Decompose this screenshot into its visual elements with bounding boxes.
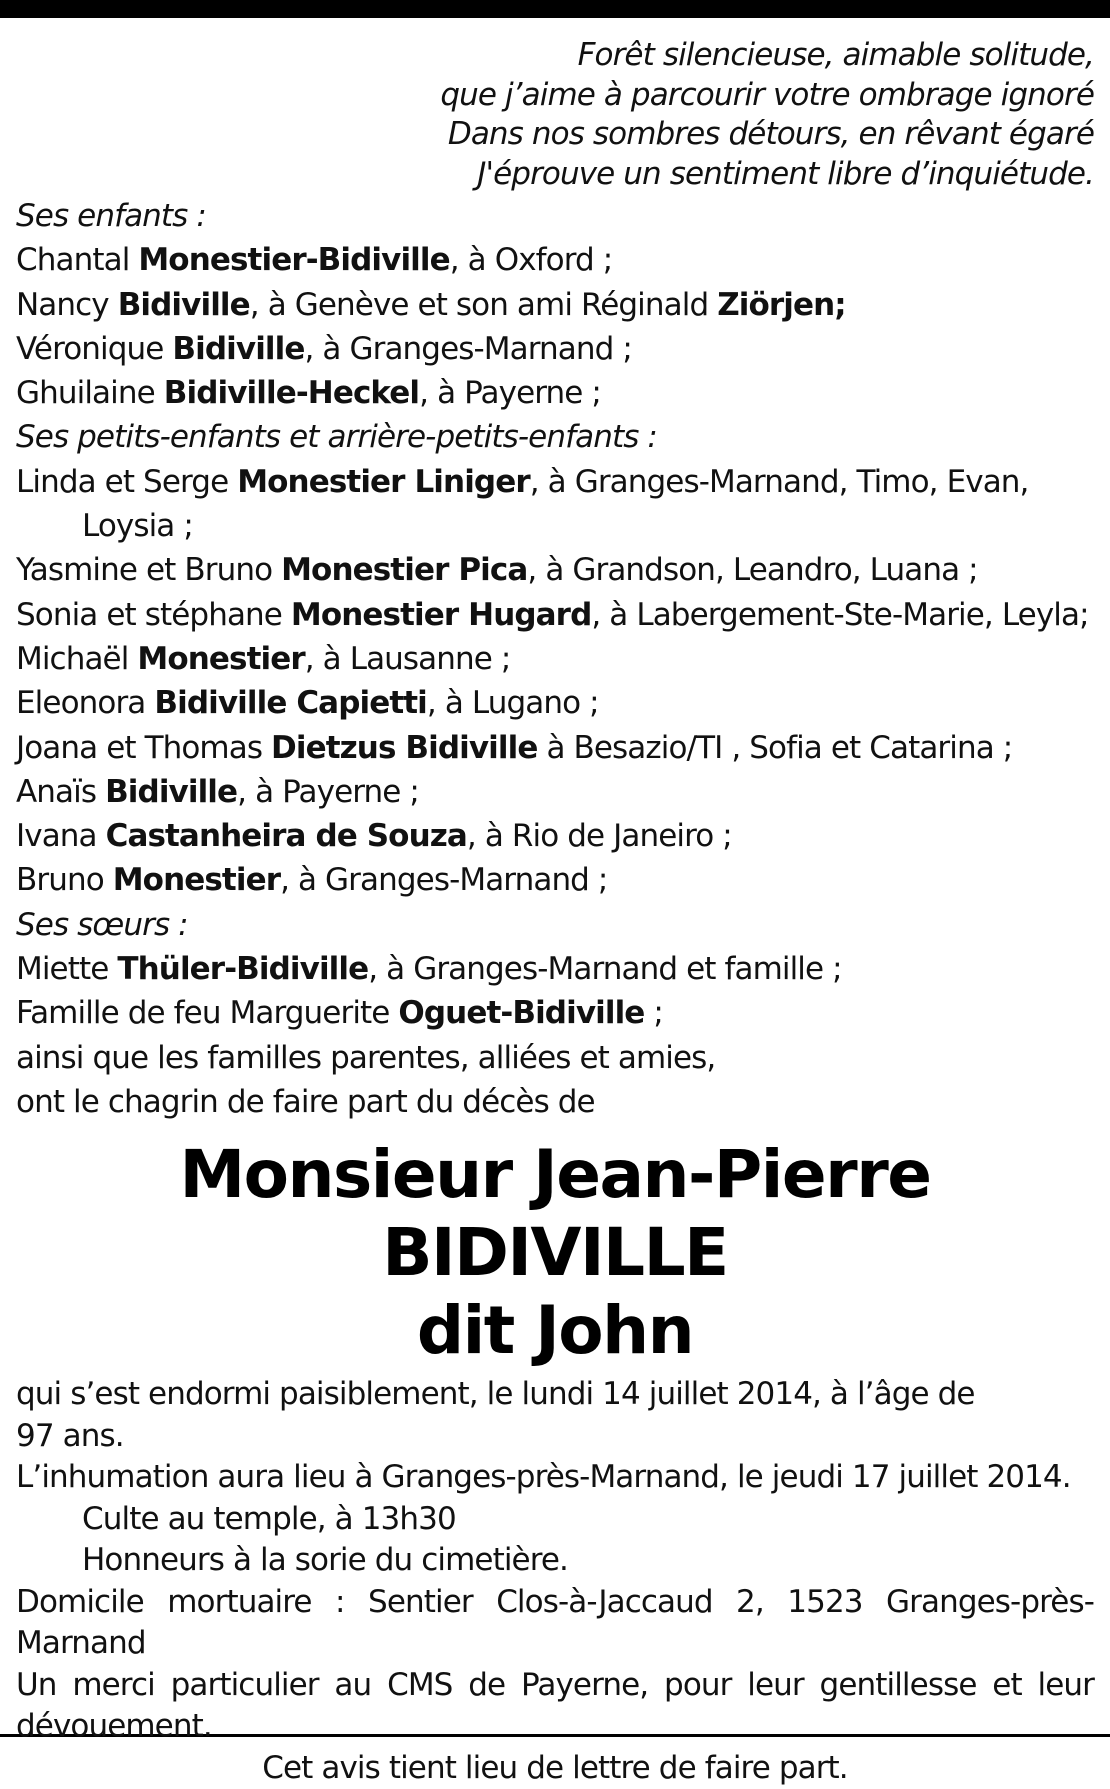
family-line: Linda et Serge Monestier Liniger, à Granges-Marnand, Timo, Evan,: [16, 463, 1029, 500]
poem-verse: [16, 36, 1094, 194]
poem-line: Forêt silencieuse, aimable solitude,: [577, 37, 1094, 73]
details-section: [16, 1374, 1094, 1789]
notice-footer: Cet avis tient lieu de lettre de faire part.: [262, 1749, 848, 1786]
family-line: Yasmine et Bruno Monestier Pica, à Grandson, Leandro, Luana ;: [16, 552, 978, 589]
home-address: Domicile mortuaire : Sentier Clos-à-Jaccaud 2, 1523 Granges-près-: [16, 1583, 1094, 1620]
closing-line: ont le chagrin de faire part du décès de: [16, 1083, 595, 1120]
poem-line: que j’aime à parcourir votre ombrage ignoré: [440, 76, 1094, 113]
grandchildren-section: [16, 415, 1094, 902]
family-line: Michaël Monestier, à Lausanne ;: [16, 640, 511, 677]
sisters-section: [16, 903, 1094, 1036]
family-line: Véronique Bidiville, à Granges-Marnand ;: [16, 330, 632, 367]
family-line: Sonia et stéphane Monestier Hugard, à Labergement-Ste-Marie, Leyla;: [16, 596, 1089, 633]
poem-line: Dans nos sombres détours, en rêvant égaré: [447, 116, 1094, 152]
burial-info: L’inhumation aura lieu à Granges-près-Marnand, le jeudi 17 juillet 2014.: [16, 1459, 1071, 1496]
children-section: [16, 194, 1094, 415]
deceased-nickname: dit John: [416, 1292, 694, 1370]
poem-line: J'éprouve un sentiment libre d’inquiétude.: [477, 155, 1094, 192]
service-info: Culte au temple, à 13h30: [82, 1500, 456, 1537]
thanks-line-continuation: dévouement.: [16, 1708, 212, 1745]
family-line: Eleonora Bidiville Capietti, à Lugano ;: [16, 685, 599, 722]
closing-line: ainsi que les familles parentes, alliées et amies,: [16, 1039, 716, 1076]
section-heading: Ses petits-enfants et arrière-petits-enfants :: [16, 419, 657, 456]
deceased-name: [16, 1136, 1094, 1370]
family-line: Bruno Monestier, à Granges-Marnand ;: [16, 862, 608, 899]
section-heading: Ses sœurs :: [16, 906, 188, 943]
death-info: qui s’est endormi paisiblement, le lundi 14 juillet 2014, à l’âge de: [16, 1376, 975, 1413]
family-line: Chantal Monestier-Bidiville, à Oxford ;: [16, 242, 613, 279]
family-line: Nancy Bidiville, à Genève et son ami Réginald Ziörjen;: [16, 286, 846, 323]
family-line: Anaïs Bidiville, à Payerne ;: [16, 773, 419, 810]
death-info-age: 97 ans.: [16, 1417, 124, 1454]
notice-content: [16, 36, 1094, 1789]
family-line: Joana et Thomas Dietzus Bidiville à Besazio/TI , Sofia et Catarina ;: [16, 729, 1013, 766]
family-line: Ivana Castanheira de Souza, à Rio de Janeiro ;: [16, 818, 732, 855]
family-line-continuation: Loysia ;: [82, 508, 193, 545]
thanks-line: Un merci particulier au CMS de Payerne, pour leur gentillesse et leur: [16, 1666, 1094, 1703]
home-address-continuation: Marnand: [16, 1625, 146, 1662]
honours-info: Honneurs à la sorie du cimetière.: [82, 1542, 568, 1579]
family-line: Ghuilaine Bidiville-Heckel, à Payerne ;: [16, 375, 601, 412]
deceased-name-line: Monsieur Jean-Pierre BIDIVILLE: [179, 1136, 931, 1292]
section-heading: Ses enfants :: [16, 198, 206, 234]
family-line: Miette Thüler-Bidiville, à Granges-Marnand et famille ;: [16, 951, 842, 988]
family-line: Famille de feu Marguerite Oguet-Bidiville ;: [16, 995, 663, 1032]
